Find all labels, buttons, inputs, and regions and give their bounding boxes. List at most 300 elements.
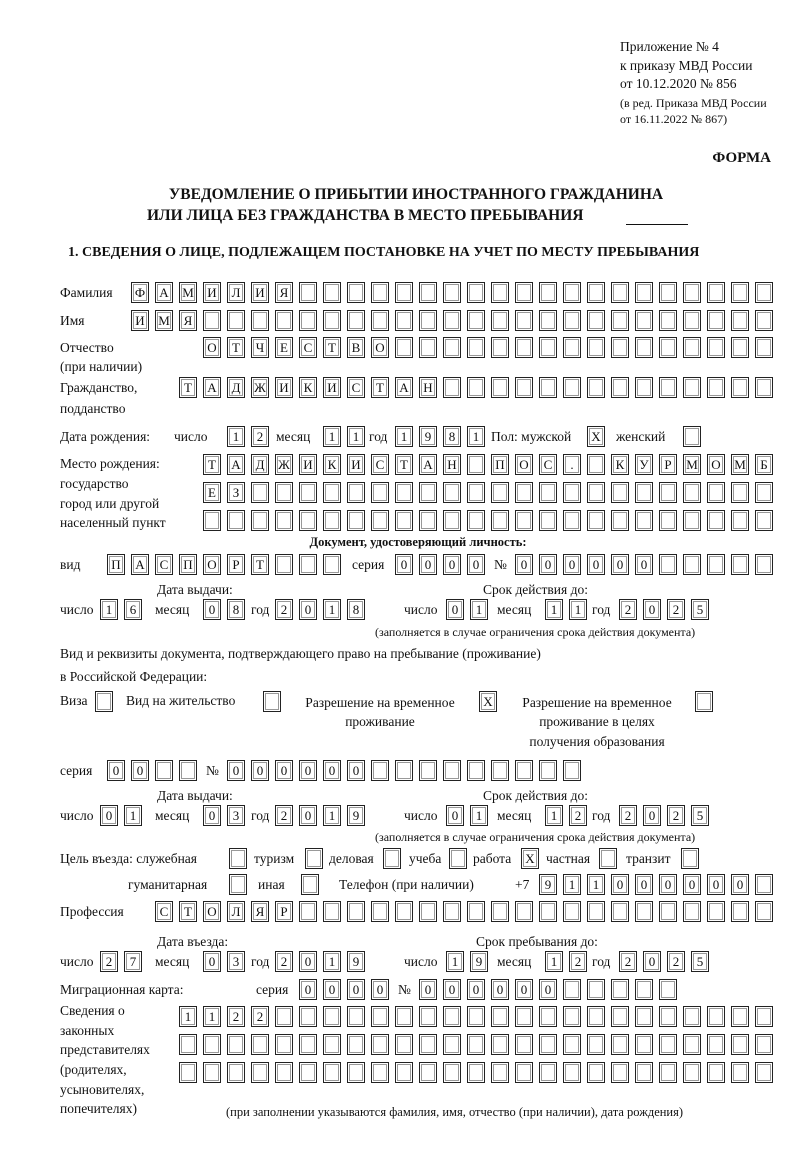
profession-cell[interactable] <box>299 901 317 922</box>
purpose-study-checkbox[interactable] <box>449 848 467 869</box>
patronymic-cell[interactable] <box>587 337 605 358</box>
permit-issue-year-cell[interactable]: 9 <box>347 805 365 826</box>
permit-issue-day-cell[interactable]: 0 <box>100 805 118 826</box>
permit-number-cell[interactable] <box>539 760 557 781</box>
birth-place3-cell[interactable] <box>395 510 413 531</box>
birth-place1-cell[interactable]: К <box>323 454 341 475</box>
surname-cell[interactable] <box>539 282 557 303</box>
stay-year-cell[interactable]: 2 <box>667 951 685 972</box>
rep2-cell[interactable] <box>683 1034 701 1055</box>
birth-place3-cell[interactable] <box>683 510 701 531</box>
phone-cell[interactable]: 0 <box>635 874 653 895</box>
patronymic-cell[interactable]: Ч <box>251 337 269 358</box>
birth-place3-cell[interactable] <box>275 510 293 531</box>
rep2-cell[interactable] <box>395 1034 413 1055</box>
birth-place1-cell[interactable]: М <box>731 454 749 475</box>
rep2-cell[interactable] <box>515 1034 533 1055</box>
mc-series-cell[interactable]: 0 <box>323 979 341 1000</box>
stay-month-cell[interactable]: 1 <box>545 951 563 972</box>
surname-cell[interactable]: И <box>203 282 221 303</box>
birth-place1-cell[interactable]: Р <box>659 454 677 475</box>
rep1-cell[interactable] <box>707 1006 725 1027</box>
rep3-cell[interactable] <box>539 1062 557 1083</box>
permit-valid-day-cell[interactable]: 0 <box>446 805 464 826</box>
rep2-cell[interactable] <box>755 1034 773 1055</box>
rep1-cell[interactable] <box>755 1006 773 1027</box>
citizenship-cell[interactable] <box>755 377 773 398</box>
id-number-cell[interactable]: 0 <box>539 554 557 575</box>
citizenship-cell[interactable] <box>707 377 725 398</box>
phone-cell[interactable]: 9 <box>539 874 557 895</box>
phone-cell[interactable] <box>755 874 773 895</box>
rep1-cell[interactable] <box>395 1006 413 1027</box>
entry-day-cell[interactable]: 7 <box>124 951 142 972</box>
birth-place2-cell[interactable] <box>563 482 581 503</box>
birth-place1-cell[interactable]: О <box>707 454 725 475</box>
citizenship-cell[interactable]: И <box>275 377 293 398</box>
rep1-cell[interactable] <box>491 1006 509 1027</box>
id-kind-cell[interactable]: Т <box>251 554 269 575</box>
name-cell[interactable] <box>203 310 221 331</box>
rep3-cell[interactable] <box>395 1062 413 1083</box>
mc-number-cell[interactable] <box>563 979 581 1000</box>
id-valid-year-cell[interactable]: 5 <box>691 599 709 620</box>
id-number-cell[interactable]: 0 <box>587 554 605 575</box>
birth-place2-cell[interactable] <box>731 482 749 503</box>
permit-valid-year-cell[interactable]: 2 <box>667 805 685 826</box>
name-cell[interactable] <box>707 310 725 331</box>
birth-place3-cell[interactable] <box>299 510 317 531</box>
rep2-cell[interactable] <box>587 1034 605 1055</box>
rep1-cell[interactable] <box>611 1006 629 1027</box>
id-issue-month-cell[interactable]: 8 <box>227 599 245 620</box>
name-cell[interactable] <box>539 310 557 331</box>
birth-place1-cell[interactable] <box>467 454 485 475</box>
rep2-cell[interactable] <box>419 1034 437 1055</box>
permit-number-cell[interactable]: 0 <box>299 760 317 781</box>
birth-place1-cell[interactable]: А <box>227 454 245 475</box>
rep1-cell[interactable] <box>467 1006 485 1027</box>
stay-year-cell[interactable]: 2 <box>619 951 637 972</box>
permit-valid-year-cell[interactable]: 0 <box>643 805 661 826</box>
citizenship-cell[interactable] <box>443 377 461 398</box>
citizenship-cell[interactable]: Н <box>419 377 437 398</box>
surname-cell[interactable] <box>707 282 725 303</box>
patronymic-cell[interactable] <box>563 337 581 358</box>
entry-day-cell[interactable]: 2 <box>100 951 118 972</box>
phone-cell[interactable]: 0 <box>731 874 749 895</box>
citizenship-cell[interactable] <box>563 377 581 398</box>
id-valid-day-cell[interactable]: 1 <box>470 599 488 620</box>
name-cell[interactable] <box>443 310 461 331</box>
profession-cell[interactable]: Я <box>251 901 269 922</box>
birth-place2-cell[interactable] <box>683 482 701 503</box>
id-kind-cell[interactable]: П <box>107 554 125 575</box>
id-kind-cell[interactable]: П <box>179 554 197 575</box>
birth-year-cell[interactable]: 9 <box>419 426 437 447</box>
birth-place1-cell[interactable]: И <box>347 454 365 475</box>
entry-year-cell[interactable]: 1 <box>323 951 341 972</box>
profession-cell[interactable]: Р <box>275 901 293 922</box>
name-cell[interactable] <box>587 310 605 331</box>
stay-year-cell[interactable]: 0 <box>643 951 661 972</box>
mc-number-cell[interactable]: 0 <box>419 979 437 1000</box>
birth-place3-cell[interactable] <box>203 510 221 531</box>
permit-number-cell[interactable] <box>467 760 485 781</box>
rep2-cell[interactable] <box>371 1034 389 1055</box>
profession-cell[interactable] <box>611 901 629 922</box>
name-cell[interactable] <box>611 310 629 331</box>
patronymic-cell[interactable] <box>491 337 509 358</box>
patronymic-cell[interactable] <box>395 337 413 358</box>
id-valid-year-cell[interactable]: 2 <box>619 599 637 620</box>
permit-number-cell[interactable]: 0 <box>251 760 269 781</box>
permit-number-cell[interactable]: 0 <box>227 760 245 781</box>
birth-place2-cell[interactable] <box>299 482 317 503</box>
name-cell[interactable] <box>635 310 653 331</box>
entry-year-cell[interactable]: 9 <box>347 951 365 972</box>
rep3-cell[interactable] <box>491 1062 509 1083</box>
patronymic-cell[interactable] <box>755 337 773 358</box>
profession-cell[interactable] <box>635 901 653 922</box>
rep1-cell[interactable] <box>587 1006 605 1027</box>
surname-cell[interactable] <box>755 282 773 303</box>
rep2-cell[interactable] <box>203 1034 221 1055</box>
citizenship-cell[interactable] <box>683 377 701 398</box>
patronymic-cell[interactable] <box>683 337 701 358</box>
birth-place2-cell[interactable] <box>347 482 365 503</box>
rep1-cell[interactable] <box>371 1006 389 1027</box>
citizenship-cell[interactable] <box>659 377 677 398</box>
birth-year-cell[interactable]: 1 <box>395 426 413 447</box>
id-number-cell[interactable] <box>731 554 749 575</box>
rep3-cell[interactable] <box>347 1062 365 1083</box>
birth-place1-cell[interactable]: Б <box>755 454 773 475</box>
surname-cell[interactable] <box>395 282 413 303</box>
birth-place2-cell[interactable] <box>587 482 605 503</box>
birth-place2-cell[interactable] <box>419 482 437 503</box>
profession-cell[interactable] <box>683 901 701 922</box>
trp-edu-checkbox[interactable] <box>695 691 713 712</box>
rep2-cell[interactable] <box>731 1034 749 1055</box>
permit-issue-year-cell[interactable]: 0 <box>299 805 317 826</box>
phone-cell[interactable]: 0 <box>683 874 701 895</box>
name-cell[interactable]: Я <box>179 310 197 331</box>
rep1-cell[interactable] <box>563 1006 581 1027</box>
birth-year-cell[interactable]: 8 <box>443 426 461 447</box>
citizenship-cell[interactable] <box>587 377 605 398</box>
id-number-cell[interactable] <box>707 554 725 575</box>
mc-number-cell[interactable] <box>611 979 629 1000</box>
surname-cell[interactable]: Ф <box>131 282 149 303</box>
birth-day-cell[interactable]: 2 <box>251 426 269 447</box>
rep1-cell[interactable] <box>539 1006 557 1027</box>
citizenship-cell[interactable]: Ж <box>251 377 269 398</box>
birth-place1-cell[interactable]: И <box>299 454 317 475</box>
birth-place1-cell[interactable]: Т <box>203 454 221 475</box>
stay-year-cell[interactable]: 5 <box>691 951 709 972</box>
patronymic-cell[interactable] <box>731 337 749 358</box>
patronymic-cell[interactable] <box>419 337 437 358</box>
entry-month-cell[interactable]: 0 <box>203 951 221 972</box>
phone-cell[interactable]: 0 <box>659 874 677 895</box>
rep1-cell[interactable] <box>635 1006 653 1027</box>
name-cell[interactable]: И <box>131 310 149 331</box>
phone-cell[interactable]: 1 <box>587 874 605 895</box>
profession-cell[interactable] <box>443 901 461 922</box>
mc-series-cell[interactable]: 0 <box>371 979 389 1000</box>
purpose-tourism-checkbox[interactable] <box>305 848 323 869</box>
permit-issue-year-cell[interactable]: 2 <box>275 805 293 826</box>
patronymic-cell[interactable] <box>659 337 677 358</box>
rep2-cell[interactable] <box>611 1034 629 1055</box>
rep2-cell[interactable] <box>323 1034 341 1055</box>
residence-checkbox[interactable] <box>263 691 281 712</box>
patronymic-cell[interactable] <box>443 337 461 358</box>
rep2-cell[interactable] <box>563 1034 581 1055</box>
purpose-humanitarian-checkbox[interactable] <box>229 874 247 895</box>
profession-cell[interactable] <box>755 901 773 922</box>
sex-female-checkbox[interactable] <box>683 426 701 447</box>
birth-place2-cell[interactable] <box>707 482 725 503</box>
birth-place1-cell[interactable] <box>587 454 605 475</box>
mc-number-cell[interactable]: 0 <box>515 979 533 1000</box>
permit-number-cell[interactable] <box>395 760 413 781</box>
profession-cell[interactable] <box>515 901 533 922</box>
birth-place3-cell[interactable] <box>371 510 389 531</box>
mc-series-cell[interactable]: 0 <box>299 979 317 1000</box>
id-kind-cell[interactable]: С <box>155 554 173 575</box>
rep3-cell[interactable] <box>635 1062 653 1083</box>
id-number-cell[interactable] <box>683 554 701 575</box>
citizenship-cell[interactable]: К <box>299 377 317 398</box>
patronymic-cell[interactable] <box>515 337 533 358</box>
surname-cell[interactable] <box>419 282 437 303</box>
patronymic-cell[interactable]: Т <box>227 337 245 358</box>
visa-checkbox[interactable] <box>95 691 113 712</box>
permit-valid-year-cell[interactable]: 5 <box>691 805 709 826</box>
id-number-cell[interactable]: 0 <box>563 554 581 575</box>
birth-place1-cell[interactable]: С <box>539 454 557 475</box>
rep2-cell[interactable] <box>707 1034 725 1055</box>
birth-place2-cell[interactable]: З <box>227 482 245 503</box>
birth-place1-cell[interactable]: У <box>635 454 653 475</box>
birth-place2-cell[interactable] <box>323 482 341 503</box>
citizenship-cell[interactable]: И <box>323 377 341 398</box>
id-series-cell[interactable]: 0 <box>395 554 413 575</box>
phone-cell[interactable]: 1 <box>563 874 581 895</box>
entry-year-cell[interactable]: 0 <box>299 951 317 972</box>
surname-cell[interactable] <box>299 282 317 303</box>
name-cell[interactable] <box>323 310 341 331</box>
birth-place1-cell[interactable]: С <box>371 454 389 475</box>
birth-place2-cell[interactable] <box>467 482 485 503</box>
id-kind-cell[interactable] <box>275 554 293 575</box>
mc-number-cell[interactable]: 0 <box>467 979 485 1000</box>
name-cell[interactable] <box>371 310 389 331</box>
phone-cell[interactable]: 0 <box>707 874 725 895</box>
rep3-cell[interactable] <box>371 1062 389 1083</box>
permit-valid-year-cell[interactable]: 2 <box>619 805 637 826</box>
birth-place2-cell[interactable] <box>515 482 533 503</box>
birth-place1-cell[interactable]: Д <box>251 454 269 475</box>
mc-number-cell[interactable]: 0 <box>491 979 509 1000</box>
name-cell[interactable] <box>347 310 365 331</box>
surname-cell[interactable] <box>347 282 365 303</box>
birth-place3-cell[interactable] <box>587 510 605 531</box>
profession-cell[interactable] <box>347 901 365 922</box>
rep3-cell[interactable] <box>659 1062 677 1083</box>
rep2-cell[interactable] <box>227 1034 245 1055</box>
citizenship-cell[interactable]: Т <box>179 377 197 398</box>
purpose-official-checkbox[interactable] <box>229 848 247 869</box>
birth-place3-cell[interactable] <box>419 510 437 531</box>
surname-cell[interactable] <box>467 282 485 303</box>
rep3-cell[interactable] <box>227 1062 245 1083</box>
birth-place3-cell[interactable] <box>443 510 461 531</box>
id-kind-cell[interactable]: А <box>131 554 149 575</box>
rep3-cell[interactable] <box>251 1062 269 1083</box>
rep1-cell[interactable]: 1 <box>179 1006 197 1027</box>
profession-cell[interactable] <box>491 901 509 922</box>
surname-cell[interactable]: Л <box>227 282 245 303</box>
permit-number-cell[interactable] <box>443 760 461 781</box>
name-cell[interactable] <box>467 310 485 331</box>
name-cell[interactable] <box>563 310 581 331</box>
surname-cell[interactable]: А <box>155 282 173 303</box>
rep2-cell[interactable] <box>251 1034 269 1055</box>
id-issue-year-cell[interactable]: 1 <box>323 599 341 620</box>
rep1-cell[interactable] <box>659 1006 677 1027</box>
birth-place2-cell[interactable] <box>491 482 509 503</box>
surname-cell[interactable]: М <box>179 282 197 303</box>
rep1-cell[interactable] <box>299 1006 317 1027</box>
profession-cell[interactable]: Т <box>179 901 197 922</box>
id-valid-year-cell[interactable]: 0 <box>643 599 661 620</box>
rep1-cell[interactable] <box>683 1006 701 1027</box>
permit-valid-month-cell[interactable]: 2 <box>569 805 587 826</box>
rep1-cell[interactable]: 2 <box>227 1006 245 1027</box>
citizenship-cell[interactable] <box>539 377 557 398</box>
birth-place2-cell[interactable] <box>275 482 293 503</box>
patronymic-cell[interactable] <box>467 337 485 358</box>
id-number-cell[interactable]: 0 <box>611 554 629 575</box>
name-cell[interactable] <box>227 310 245 331</box>
profession-cell[interactable] <box>371 901 389 922</box>
phone-cell[interactable]: 0 <box>611 874 629 895</box>
mc-number-cell[interactable] <box>635 979 653 1000</box>
purpose-transit-checkbox[interactable] <box>681 848 699 869</box>
rep2-cell[interactable] <box>635 1034 653 1055</box>
birth-place1-cell[interactable]: А <box>419 454 437 475</box>
surname-cell[interactable]: Я <box>275 282 293 303</box>
birth-place2-cell[interactable] <box>395 482 413 503</box>
birth-place1-cell[interactable]: К <box>611 454 629 475</box>
profession-cell[interactable]: О <box>203 901 221 922</box>
surname-cell[interactable] <box>587 282 605 303</box>
birth-place2-cell[interactable] <box>755 482 773 503</box>
birth-place3-cell[interactable] <box>755 510 773 531</box>
name-cell[interactable] <box>731 310 749 331</box>
citizenship-cell[interactable]: А <box>395 377 413 398</box>
id-issue-day-cell[interactable]: 1 <box>100 599 118 620</box>
profession-cell[interactable] <box>395 901 413 922</box>
rep3-cell[interactable] <box>611 1062 629 1083</box>
rep2-cell[interactable] <box>179 1034 197 1055</box>
permit-issue-month-cell[interactable]: 3 <box>227 805 245 826</box>
purpose-work-checkbox[interactable]: X <box>521 848 539 869</box>
rep2-cell[interactable] <box>491 1034 509 1055</box>
mc-number-cell[interactable] <box>659 979 677 1000</box>
rep3-cell[interactable] <box>419 1062 437 1083</box>
name-cell[interactable] <box>419 310 437 331</box>
rep3-cell[interactable] <box>755 1062 773 1083</box>
surname-cell[interactable] <box>659 282 677 303</box>
birth-place3-cell[interactable] <box>251 510 269 531</box>
rep3-cell[interactable] <box>467 1062 485 1083</box>
rep3-cell[interactable] <box>515 1062 533 1083</box>
profession-cell[interactable] <box>587 901 605 922</box>
name-cell[interactable] <box>299 310 317 331</box>
place-type-blank[interactable] <box>626 208 688 225</box>
rep3-cell[interactable] <box>587 1062 605 1083</box>
citizenship-cell[interactable]: С <box>347 377 365 398</box>
rep2-cell[interactable] <box>467 1034 485 1055</box>
mc-number-cell[interactable] <box>587 979 605 1000</box>
purpose-business-checkbox[interactable] <box>383 848 401 869</box>
permit-number-cell[interactable] <box>563 760 581 781</box>
birth-place2-cell[interactable] <box>611 482 629 503</box>
surname-cell[interactable] <box>731 282 749 303</box>
profession-cell[interactable] <box>731 901 749 922</box>
permit-valid-day-cell[interactable]: 1 <box>470 805 488 826</box>
birth-month-cell[interactable]: 1 <box>323 426 341 447</box>
id-kind-cell[interactable] <box>323 554 341 575</box>
id-series-cell[interactable]: 0 <box>443 554 461 575</box>
rep3-cell[interactable] <box>275 1062 293 1083</box>
id-number-cell[interactable] <box>755 554 773 575</box>
id-number-cell[interactable] <box>659 554 677 575</box>
birth-month-cell[interactable]: 1 <box>347 426 365 447</box>
rep1-cell[interactable] <box>731 1006 749 1027</box>
patronymic-cell[interactable]: Т <box>323 337 341 358</box>
name-cell[interactable] <box>755 310 773 331</box>
birth-place3-cell[interactable] <box>323 510 341 531</box>
surname-cell[interactable] <box>611 282 629 303</box>
birth-place3-cell[interactable] <box>611 510 629 531</box>
permit-number-cell[interactable] <box>419 760 437 781</box>
id-issue-day-cell[interactable]: 6 <box>124 599 142 620</box>
birth-place3-cell[interactable] <box>515 510 533 531</box>
surname-cell[interactable] <box>683 282 701 303</box>
sex-male-checkbox[interactable]: X <box>587 426 605 447</box>
rep1-cell[interactable] <box>275 1006 293 1027</box>
id-valid-month-cell[interactable]: 1 <box>545 599 563 620</box>
citizenship-cell[interactable]: Д <box>227 377 245 398</box>
profession-cell[interactable] <box>707 901 725 922</box>
patronymic-cell[interactable]: О <box>203 337 221 358</box>
id-series-cell[interactable]: 0 <box>419 554 437 575</box>
surname-cell[interactable] <box>635 282 653 303</box>
birth-place3-cell[interactable] <box>347 510 365 531</box>
birth-place1-cell[interactable]: . <box>563 454 581 475</box>
patronymic-cell[interactable]: О <box>371 337 389 358</box>
rep1-cell[interactable] <box>347 1006 365 1027</box>
permit-series-cell[interactable]: 0 <box>131 760 149 781</box>
citizenship-cell[interactable]: А <box>203 377 221 398</box>
birth-day-cell[interactable]: 1 <box>227 426 245 447</box>
id-issue-year-cell[interactable]: 0 <box>299 599 317 620</box>
